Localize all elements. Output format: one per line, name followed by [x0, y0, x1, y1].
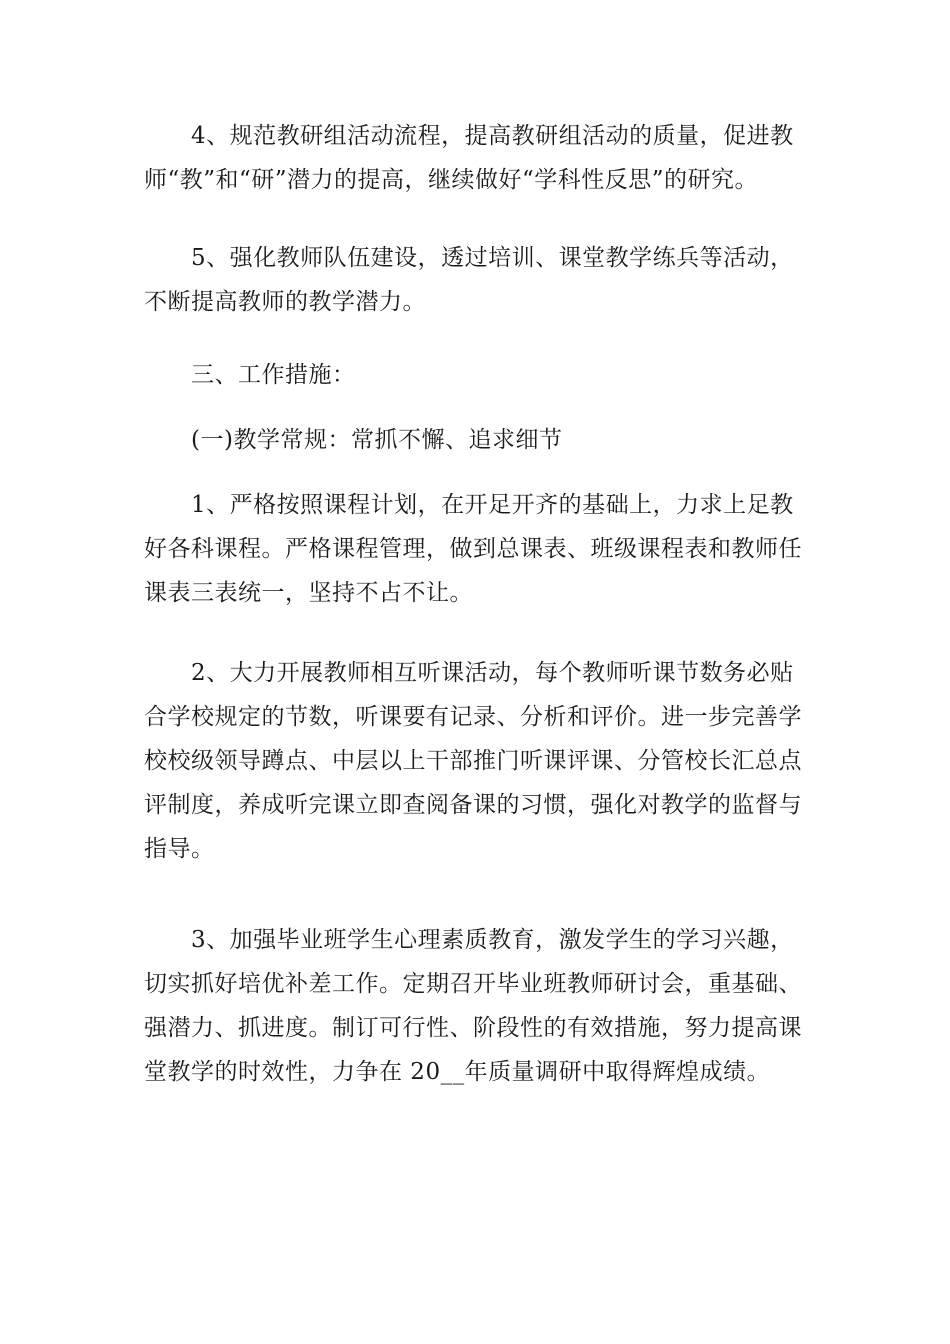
subsection-heading-text: (一)教学常规：常抓不懈、追求细节 — [191, 427, 563, 453]
paragraph-line: 合学校规定的节数，听课要有记录、分析和评价。进一步完善学 — [144, 704, 802, 730]
paragraph-line: 评制度，养成听完课立即查阅备课的习惯，强化对教学的监督与 — [144, 792, 802, 818]
paragraph-line: 课表三表统一，坚持不占不让。 — [144, 580, 473, 606]
subsection-heading — [144, 418, 814, 462]
paragraph-line: 好各科课程。严格课程管理，做到总课表、班级课程表和教师任 — [144, 536, 802, 562]
paragraph-line: 指导。 — [144, 836, 215, 862]
paragraph-line: 3、加强毕业班学生心理素质教育，激发学生的学习兴趣， — [191, 927, 794, 953]
paragraph-measure-3 — [144, 918, 814, 1094]
paragraph-measure-1 — [144, 483, 814, 615]
paragraph-line: 切实抓好培优补差工作。定期召开毕业班教师研讨会，重基础、 — [144, 971, 802, 997]
paragraph-line: 5、强化教师队伍建设，透过培训、课堂教学练兵等活动， — [191, 245, 794, 271]
paragraph-line: 强潜力、抓进度。制订可行性、阶段性的有效措施，努力提高课 — [144, 1015, 802, 1041]
paragraph-line: 师“教”和“研”潜力的提高，继续做好“学科性反思”的研究。 — [144, 167, 759, 193]
paragraph-line: 4、规范教研组活动流程，提高教研组活动的质量，促进教 — [191, 123, 794, 149]
section-heading — [144, 353, 814, 397]
paragraph-2 — [144, 236, 814, 324]
paragraph-line: 1、严格按照课程计划，在开足开齐的基础上，力求上足教 — [191, 492, 794, 518]
paragraph-measure-2 — [144, 651, 814, 871]
paragraph-line: 2、大力开展教师相互听课活动，每个教师听课节数务必贴 — [191, 660, 794, 686]
section-heading-text: 三、工作措施： — [191, 362, 356, 388]
paragraph-line: 不断提高教师的教学潜力。 — [144, 289, 426, 315]
paragraph-line: 堂教学的时效性，力争在 20__年质量调研中取得辉煌成绩。 — [144, 1059, 771, 1085]
paragraph-line: 校校级领导蹲点、中层以上干部推门听课评课、分管校长汇总点 — [144, 748, 802, 774]
paragraph-1 — [144, 114, 814, 202]
